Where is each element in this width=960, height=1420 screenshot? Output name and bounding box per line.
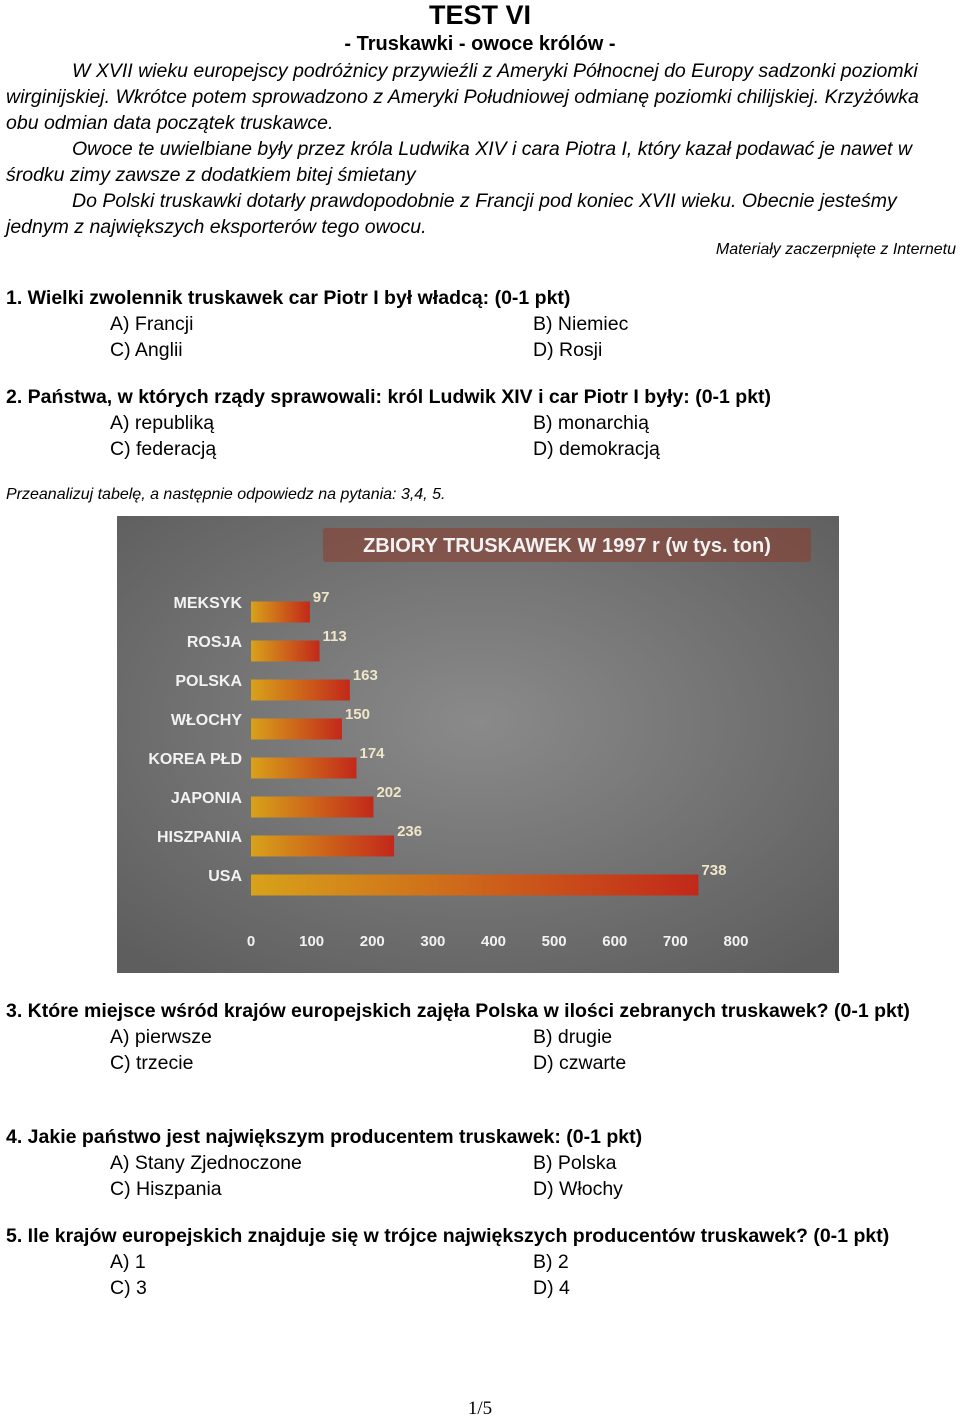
question-stem: 3. Które miejsce wśród krajów europejskich zajęła Polska w ilości zebranych truskawek? (0-1 pkt) <box>6 1000 910 1022</box>
answer-options <box>6 1024 956 1076</box>
chart-background <box>117 516 839 973</box>
bar <box>251 758 356 779</box>
question-stem: 1. Wielki zwolennik truskawek car Piotr I był władcą: (0-1 pkt) <box>6 287 571 309</box>
bar <box>251 641 320 662</box>
question-stem: 5. Ile krajów europejskich znajduje się w trójce największych producentów truskawek? (0-1 pkt) <box>6 1225 890 1247</box>
option-b[interactable]: B) Polska <box>533 1152 617 1174</box>
chart-svg <box>117 516 839 973</box>
x-tick-label: 600 <box>602 933 628 950</box>
page-title: TEST VI <box>428 0 531 30</box>
option-c[interactable]: C) federacją <box>110 438 217 460</box>
value-label: 97 <box>312 589 330 606</box>
answer-options <box>6 410 956 462</box>
option-c[interactable]: C) Anglii <box>110 339 183 361</box>
category-label: ROSJA <box>186 634 242 651</box>
option-c[interactable]: C) trzecie <box>110 1052 194 1074</box>
category-label: JAPONIA <box>170 790 242 807</box>
option-a[interactable]: A) republiką <box>110 412 215 434</box>
page-number: 1/5 <box>467 1398 493 1419</box>
value-label: 163 <box>352 667 378 684</box>
bar <box>251 836 394 857</box>
option-b[interactable]: B) monarchią <box>533 412 649 434</box>
bar <box>251 875 698 896</box>
intro-paragraph-2: Owoce te uwielbiane były przez króla Ludwika XIV i cara Piotra I, który kazał podawać je nawet w środku zimy zawsze z dodatkiem bitej śmietany <box>6 138 912 186</box>
option-a[interactable]: A) pierwsze <box>110 1026 212 1048</box>
question-3 <box>6 998 956 1076</box>
intro-paragraph-3: Do Polski truskawki dotarły prawdopodobnie z Francji pod koniec XVII wieku. Obecnie jesteśmy jednym z największych eksporterów tego owocu. <box>6 190 897 238</box>
value-label: 113 <box>322 628 347 645</box>
category-label: USA <box>208 868 242 885</box>
option-c[interactable]: C) 3 <box>110 1277 147 1299</box>
option-b[interactable]: B) 2 <box>533 1251 569 1273</box>
option-a[interactable]: A) Stany Zjednoczone <box>110 1152 302 1174</box>
x-tick-label: 800 <box>723 933 749 950</box>
category-label: POLSKA <box>175 673 242 690</box>
x-tick-label: 400 <box>480 933 507 950</box>
page-subtitle: - Truskawki - owoce królów - <box>344 33 616 55</box>
option-b[interactable]: B) drugie <box>533 1026 613 1048</box>
question-1 <box>6 285 956 363</box>
value-label: 202 <box>376 784 402 801</box>
option-a[interactable]: A) 1 <box>110 1251 146 1273</box>
category-label: MEKSYK <box>173 595 242 612</box>
chart-x-ticks <box>247 933 749 950</box>
chart-title: ZBIORY TRUSKAWEK W 1997 r (w tys. ton) <box>363 535 771 557</box>
value-label: 150 <box>344 706 370 723</box>
intro-text <box>6 58 956 240</box>
option-d[interactable]: D) czwarte <box>533 1052 627 1074</box>
value-label: 738 <box>701 862 727 879</box>
bar <box>251 719 342 740</box>
bar <box>251 602 310 623</box>
x-tick-label: 500 <box>541 933 567 950</box>
answer-options <box>6 1249 956 1301</box>
category-label: WŁOCHY <box>170 712 242 729</box>
x-tick-label: 100 <box>299 933 325 950</box>
intro-paragraph-1: W XVII wieku europejscy podróżnicy przywieźli z Ameryki Północnej do Europy sadzonki poziomki wirginijskiej. Wkrótce potem sprowadzono z Ameryki Południowej odmianę poziomki chilijskiej. Krzyżówka obu odmian data początek truskawce. <box>6 60 919 134</box>
value-label: 174 <box>359 745 385 762</box>
option-a[interactable]: A) Francji <box>110 313 194 335</box>
bar <box>251 680 350 701</box>
option-c[interactable]: C) Hiszpania <box>110 1178 222 1200</box>
answer-options <box>6 1150 956 1202</box>
chart-instruction: Przeanalizuj tabelę, a następnie odpowiedz na pytania: 3,4, 5. <box>6 486 446 503</box>
category-label: HISZPANIA <box>156 829 242 846</box>
x-tick-label: 700 <box>662 933 688 950</box>
option-d[interactable]: D) demokracją <box>533 438 660 460</box>
option-d[interactable]: D) Rosji <box>533 339 603 361</box>
x-tick-label: 300 <box>420 933 446 950</box>
category-label: KOREA PŁD <box>148 751 242 768</box>
question-5 <box>6 1223 956 1301</box>
value-label: 236 <box>397 823 423 840</box>
option-d[interactable]: D) Włochy <box>533 1178 623 1200</box>
answer-options <box>6 311 956 363</box>
x-tick-label: 200 <box>359 933 385 950</box>
option-d[interactable]: D) 4 <box>533 1277 570 1299</box>
strawberry-harvest-chart <box>117 516 839 973</box>
x-tick-label: 0 <box>246 933 256 950</box>
bar <box>251 797 373 818</box>
question-2 <box>6 384 956 462</box>
question-4 <box>6 1124 956 1202</box>
question-stem: 4. Jakie państwo jest największym producentem truskawek: (0-1 pkt) <box>6 1126 643 1148</box>
source-note: Materiały zaczerpnięte z Internetu <box>715 241 956 258</box>
question-stem: 2. Państwa, w których rządy sprawowali: król Ludwik XIV i car Piotr I były: (0-1 pkt) <box>6 386 772 408</box>
option-b[interactable]: B) Niemiec <box>533 313 629 335</box>
